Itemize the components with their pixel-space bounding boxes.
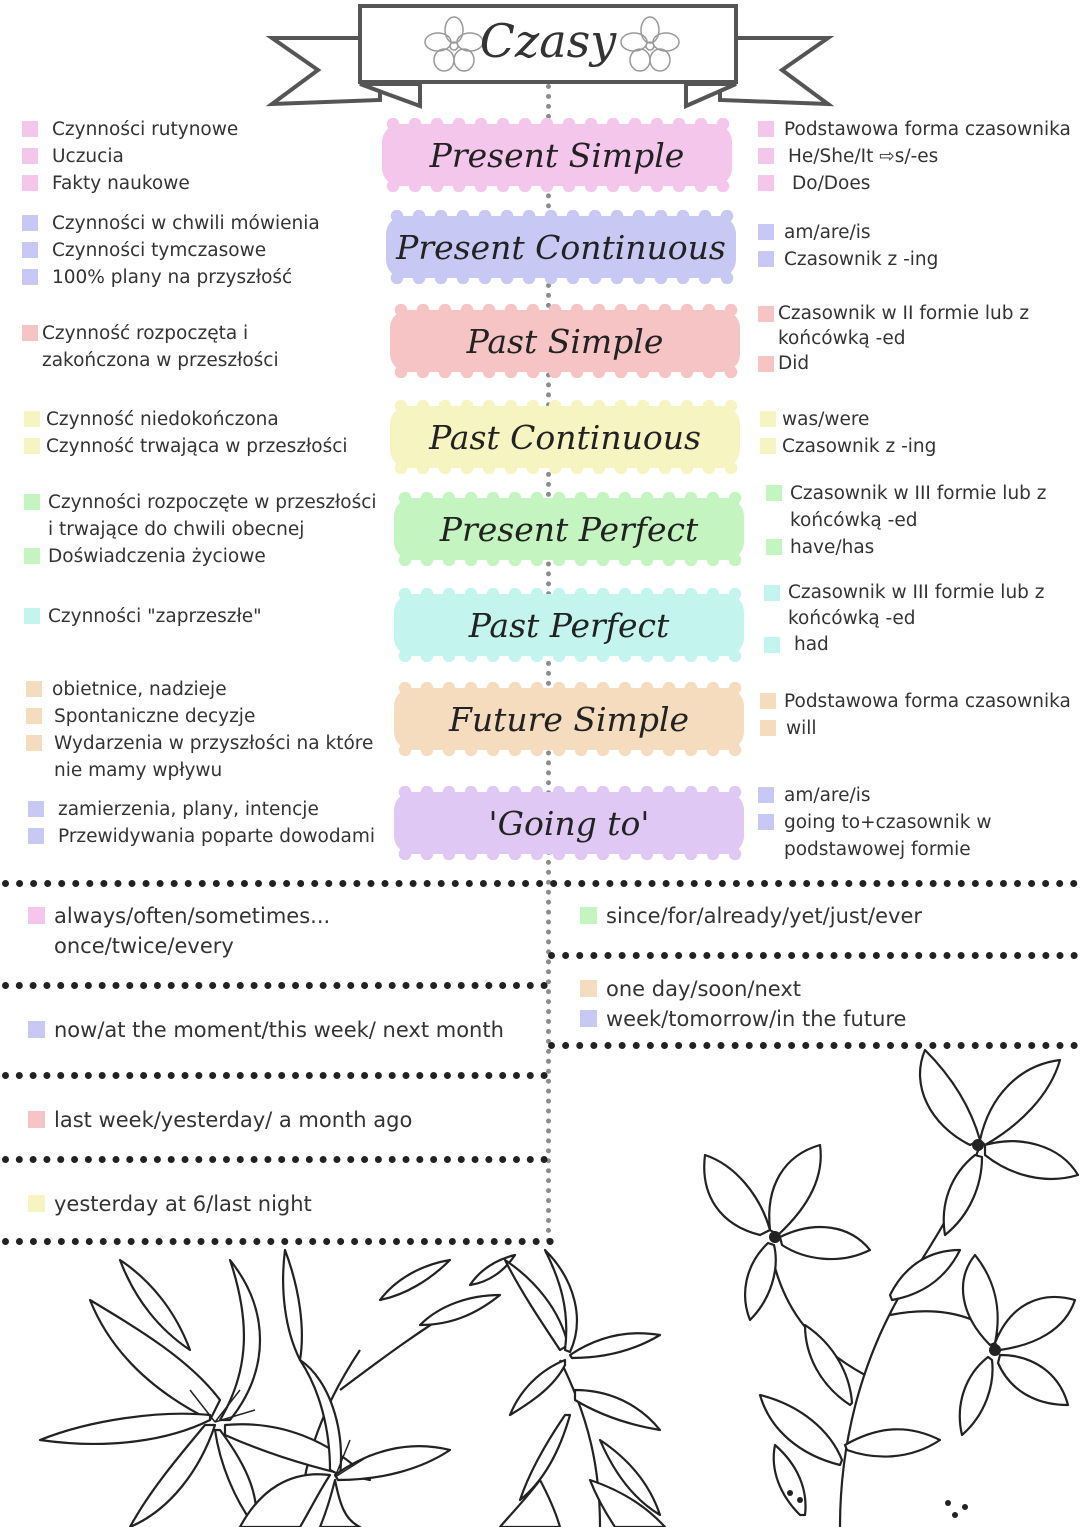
uses-past-simple — [22, 320, 279, 374]
list-item: końcówką -ed — [788, 608, 916, 629]
page-title: Czasy — [479, 14, 617, 68]
list-item: i trwające do chwili obecnej — [48, 519, 305, 540]
list-item: Czynność niedokończona — [46, 409, 279, 430]
list-item: zakończona w przeszłości — [42, 350, 279, 371]
divider — [2, 880, 1078, 887]
list-item: nie mamy wpływu — [54, 760, 223, 781]
uses-future-simple — [26, 676, 373, 784]
list-item: am/are/is — [784, 222, 871, 243]
forms-past-simple — [758, 301, 1029, 376]
list-item: last week/yesterday/ a month ago — [54, 1108, 413, 1132]
list-item: once/twice/every — [54, 934, 234, 958]
tense-going-to — [394, 792, 744, 854]
tense-present-simple — [382, 124, 732, 186]
list-item: Podstawowa forma czasownika — [784, 119, 1071, 140]
list-item: always/often/sometimes... — [54, 904, 331, 928]
list-item: one day/soon/next — [606, 977, 801, 1001]
list-item: Czynność rozpoczęta i — [42, 323, 249, 344]
forms-past-continuous — [760, 406, 936, 460]
list-item: will — [786, 718, 817, 739]
uses-going-to — [28, 796, 375, 850]
tense-present-perfect — [394, 498, 744, 560]
forms-present-simple — [758, 116, 1071, 197]
list-item: Czasownik w III formie lub z — [788, 582, 1045, 603]
tense-name: Future Simple — [448, 699, 690, 739]
divider — [2, 1072, 548, 1079]
tense-name: Past Continuous — [429, 417, 701, 457]
list-item: Czasownik z -ing — [784, 249, 939, 270]
list-item: Uczucia — [52, 146, 124, 167]
list-item: Doświadczenia życiowe — [48, 546, 266, 567]
tense-name: Past Simple — [466, 321, 664, 361]
title-banner — [358, 4, 738, 84]
list-item: Czynność trwająca w przeszłości — [46, 436, 348, 457]
list-item: going to+czasownik w — [784, 812, 992, 833]
list-item: week/tomorrow/in the future — [606, 1007, 907, 1031]
list-item: końcówką -ed — [778, 328, 906, 349]
tense-name: Present Simple — [429, 135, 685, 175]
tense-name: Past Perfect — [468, 605, 670, 645]
forms-past-perfect — [764, 580, 1045, 658]
list-item: 100% plany na przyszłość — [52, 267, 293, 288]
list-item: Czasownik z -ing — [782, 436, 937, 457]
uses-present-simple — [22, 116, 238, 197]
list-item: Fakty naukowe — [52, 173, 190, 194]
divider — [2, 1156, 548, 1163]
tense-past-simple — [390, 310, 740, 372]
tense-past-perfect — [394, 594, 744, 656]
forms-present-continuous — [758, 219, 938, 273]
list-item: zamierzenia, plany, intencje — [58, 799, 319, 820]
tense-present-continuous — [386, 216, 736, 278]
list-item: since/for/already/yet/just/ever — [606, 904, 923, 928]
list-item: Czynności tymczasowe — [52, 240, 267, 261]
tense-future-simple — [394, 688, 744, 750]
list-item: yesterday at 6/last night — [54, 1192, 312, 1216]
list-item: have/has — [790, 537, 875, 558]
time-expr-present-continuous — [28, 1015, 504, 1045]
list-item: Czynności rozpoczęte w przeszłości — [48, 492, 377, 513]
poppy-flowers-illustration — [690, 1045, 1080, 1527]
tense-name: Present Continuous — [396, 227, 726, 267]
list-item: Spontaniczne decyzje — [54, 706, 256, 727]
uses-present-perfect — [24, 489, 377, 570]
list-item: Czynności rutynowe — [52, 119, 239, 140]
uses-past-continuous — [24, 406, 348, 460]
list-item: Przewidywania poparte dowodami — [58, 826, 376, 847]
forms-present-perfect — [766, 480, 1047, 561]
list-item: Do/Does — [792, 173, 871, 194]
lily-flowers-illustration — [0, 1240, 720, 1527]
list-item: was/were — [782, 409, 870, 430]
list-item: now/at the moment/this week/ next month — [54, 1018, 504, 1042]
tense-past-continuous — [390, 406, 740, 468]
time-expr-future — [580, 974, 906, 1034]
tense-name: 'Going to' — [488, 803, 650, 843]
time-expr-past-simple — [28, 1105, 412, 1135]
list-item: Czasownik w II formie lub z — [778, 303, 1030, 324]
list-item: końcówką -ed — [790, 510, 918, 531]
time-expr-present-simple — [28, 901, 330, 961]
list-item: He/She/It ⇨s/-es — [788, 146, 939, 167]
list-item: am/are/is — [784, 785, 871, 806]
divider — [2, 982, 548, 989]
list-item: Czynności w chwili mówienia — [52, 213, 320, 234]
list-item: Podstawowa forma czasownika — [784, 691, 1071, 712]
time-expr-present-perfect — [580, 901, 922, 931]
list-item: obietnice, nadzieje — [52, 679, 227, 700]
list-item: had — [794, 634, 829, 655]
divider — [548, 952, 1078, 959]
tense-name: Present Perfect — [439, 509, 699, 549]
list-item: Czasownik w III formie lub z — [790, 483, 1047, 504]
uses-past-perfect — [24, 603, 262, 630]
list-item: podstawowej formie — [784, 839, 971, 860]
forms-future-simple — [760, 688, 1071, 742]
forms-going-to — [758, 782, 992, 863]
time-expr-past-continuous — [28, 1189, 312, 1219]
list-item: Czynności "zaprzeszłe" — [48, 606, 262, 627]
uses-present-continuous — [22, 210, 320, 291]
list-item: Wydarzenia w przyszłości na które — [54, 733, 374, 754]
list-item: Did — [778, 353, 810, 374]
